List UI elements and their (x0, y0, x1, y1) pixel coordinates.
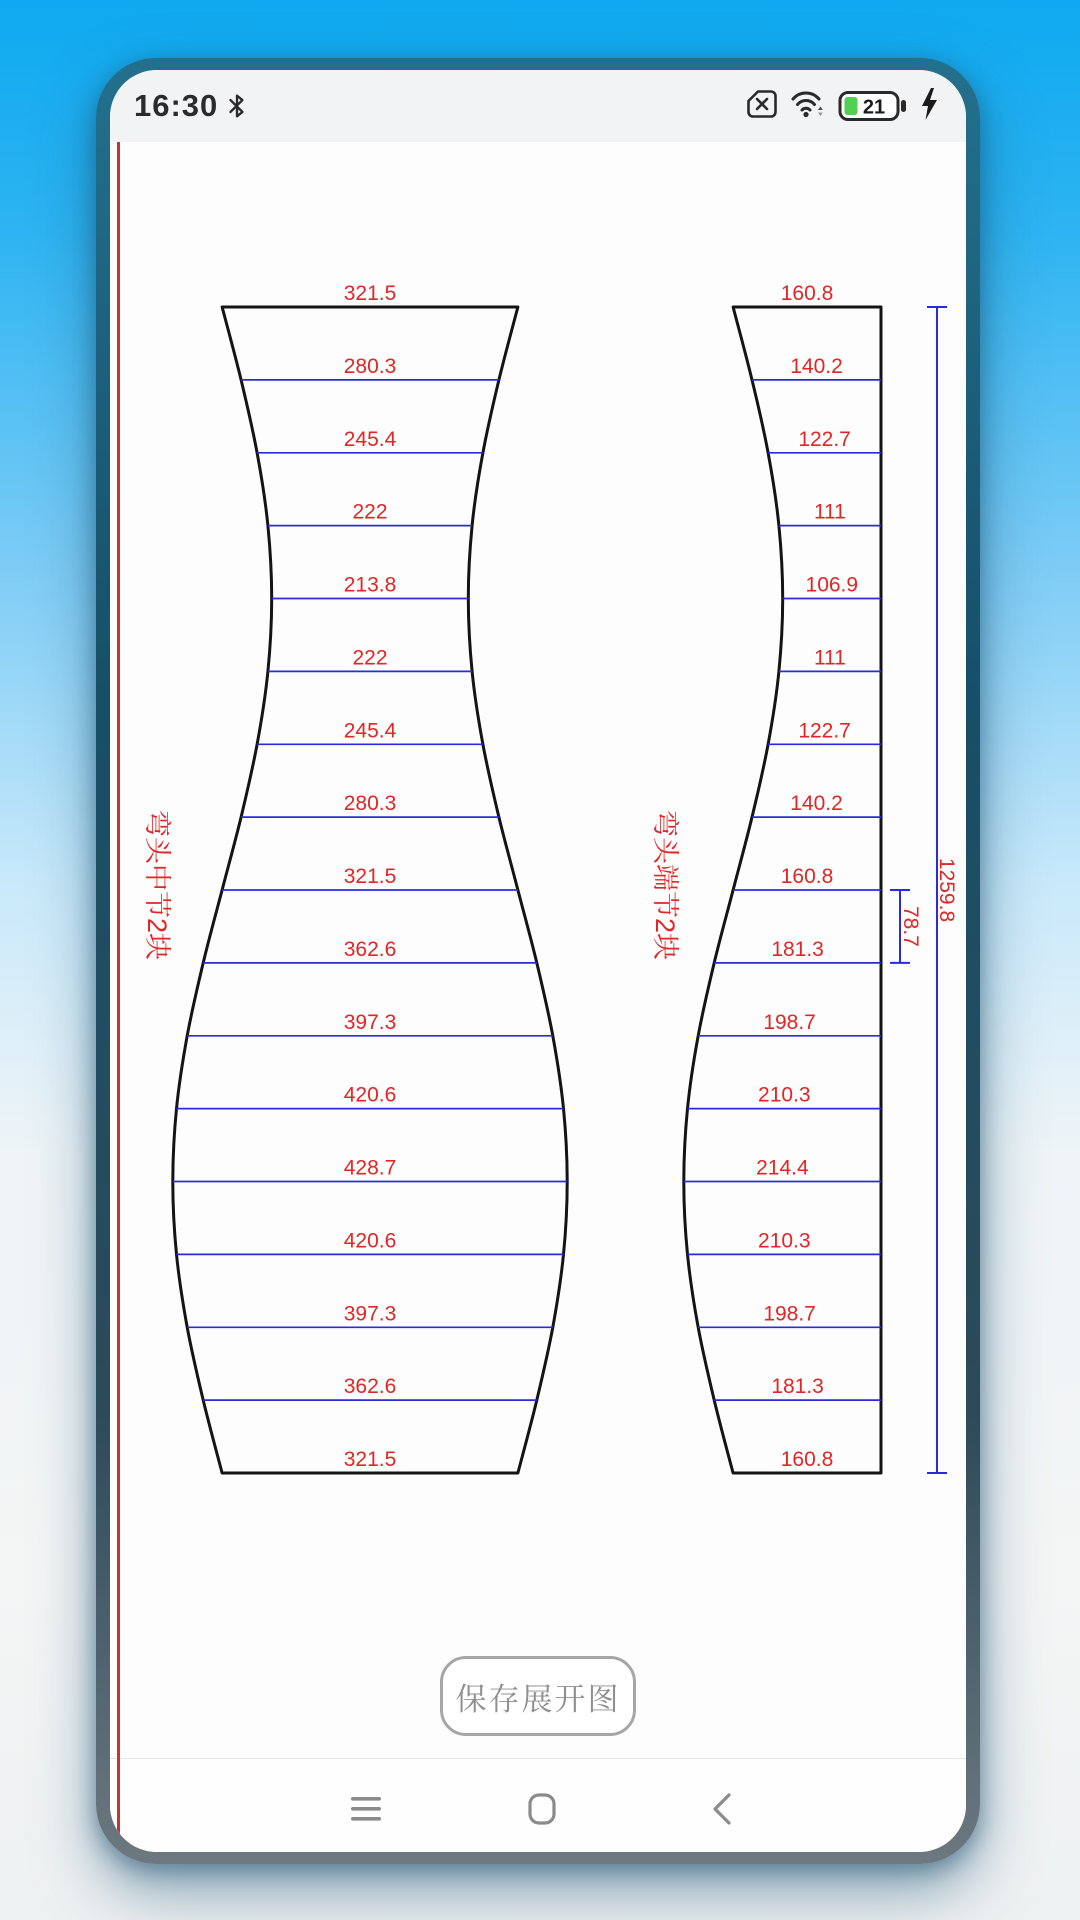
dimension-label: 111 (813, 500, 846, 524)
dimension-label: 213.8 (343, 573, 397, 597)
status-bar (110, 70, 966, 142)
dimension-label: 397.3 (343, 1010, 397, 1034)
no-sim-icon (746, 89, 778, 124)
dimension-label: 222 (352, 646, 388, 670)
battery-indicator (838, 89, 908, 123)
charging-icon (920, 87, 940, 126)
status-icons-group (746, 87, 940, 126)
battery-level-text: 21 (862, 96, 886, 119)
dimension-label: 362.6 (343, 937, 397, 961)
total-height-label: 1259.8 (935, 857, 958, 923)
dimension-label: 321.5 (343, 865, 397, 888)
navigation-bar (110, 1758, 966, 1852)
right-piece-section-label: 弯头端节2块 (650, 809, 680, 961)
dimension-label: 181.3 (771, 1375, 824, 1399)
dimension-label: 428.7 (343, 1156, 397, 1180)
unfold-diagram (110, 142, 966, 1642)
dimension-label: 122.7 (798, 719, 851, 743)
dimension-label: 214.4 (756, 1156, 809, 1180)
dimension-label: 321.5 (343, 1448, 397, 1471)
bluetooth-icon (228, 93, 246, 119)
dimension-label: 111 (813, 646, 846, 670)
dimension-label: 280.3 (343, 792, 397, 816)
dimension-label: 160.8 (780, 282, 834, 305)
clock-text: 16:30 (134, 88, 219, 123)
dimension-label: 198.7 (763, 1010, 816, 1034)
home-icon[interactable] (518, 1787, 566, 1831)
dimension-label: 222 (352, 500, 388, 524)
dimension-label: 181.3 (771, 937, 824, 961)
save-unfold-button[interactable]: 保存展开图 (440, 1656, 636, 1736)
wifi-icon (790, 88, 826, 125)
dimension-label: 397.3 (343, 1302, 397, 1326)
dimension-label: 245.4 (343, 719, 397, 743)
dimension-label: 362.6 (343, 1375, 397, 1399)
screen-edge-red-line (117, 142, 120, 1842)
dimension-label: 321.5 (343, 282, 397, 305)
left-piece-section-label: 弯头中节2块 (142, 809, 172, 961)
dimension-label: 420.6 (343, 1229, 397, 1253)
dimension-label: 160.8 (780, 865, 834, 888)
dimension-label: 160.8 (780, 1448, 834, 1471)
dimension-label: 210.3 (758, 1083, 811, 1107)
phone-frame (96, 58, 980, 1864)
dimension-label: 245.4 (343, 427, 397, 451)
dimension-label: 210.3 (758, 1229, 811, 1253)
back-icon[interactable] (698, 1787, 746, 1831)
segment-height-label: 78.7 (899, 905, 922, 947)
dimension-label: 420.6 (343, 1083, 397, 1107)
dimension-label: 106.9 (805, 573, 859, 597)
dimension-label: 140.2 (790, 792, 843, 816)
dimension-label: 198.7 (763, 1302, 816, 1326)
dimension-label: 280.3 (343, 354, 397, 378)
dimension-label: 140.2 (790, 354, 843, 378)
battery-fill (845, 97, 858, 115)
dimension-label: 122.7 (798, 427, 851, 451)
menu-icon[interactable] (342, 1787, 390, 1831)
phone-screen (110, 70, 966, 1852)
